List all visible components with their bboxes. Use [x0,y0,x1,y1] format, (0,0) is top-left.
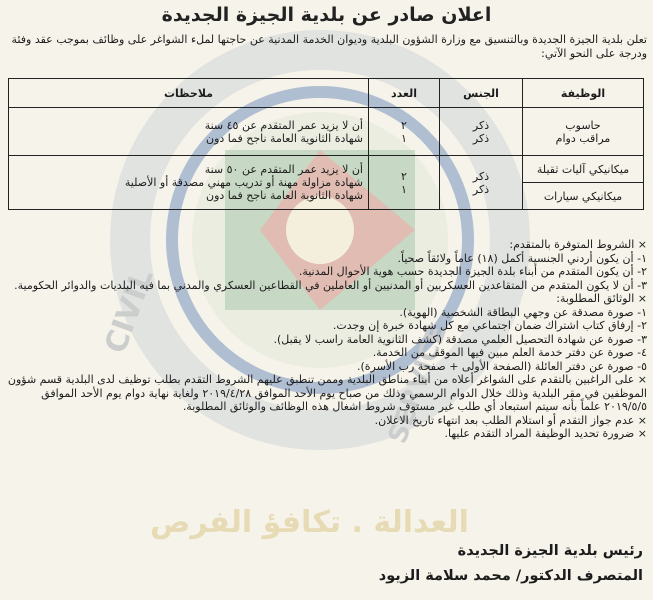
document-item: ٣- صورة عن شهادة التحصيل العلمي مصدقة (كشف الثانوية العامة راسب لا يقبل). [273,332,647,346]
gender-value: ذكر [472,131,490,145]
document-item: ٢- إرفاق كتاب اشتراك ضمان اجتماعي مع كل شهادة خبرة إن وجدت. [332,319,647,332]
note-line: شهادة الثانوية العامة ناجح فما دون [206,131,363,145]
page-title: اعلان صادر عن بلدية الجيزة الجديدة [161,4,492,26]
job-cell: ميكانيكي آليات ثقيلة [523,156,644,183]
gender-value: ذكر [472,118,490,132]
application-paragraph: × على الراغبين بالتقدم على الشواغر أعلاه من أبناء مناطق البلدية وممن تنطبق عليهم الشروط التقدم بطلب توظيف لدى البلدية قسم شؤون الموظفين في مقر البلدية وذلك خلال الدوام الرسمي وذلك من صباح يوم الأحد الموافق ٢٠١٩/٤/٢٨ ولغاية نهاية دوام يوم الأحد الموافق ٢٠١٩/٥/٥ علماً بأنه سيتم استبعاد أي طلب غير مستوف شروط اشغال هذه الوظائف والوثائق المطلوبة. [7,373,647,413]
job-title: مراقب دوام [555,131,611,145]
count-cell [369,156,440,210]
announcement-body [7,238,647,441]
count-cell [369,108,440,156]
job-title: حاسوب [565,118,601,132]
note-line: أن لا يزيد عمر المتقدم عن ٥٠ سنة [204,163,363,176]
job-cell [523,108,644,156]
table-row [9,108,644,156]
count-value: ٢ [401,169,407,183]
table-header-row [9,79,644,108]
note-line: شهادة مزاولة مهنة أو تدريب مهني مصدقة أو الأصلية [124,176,363,189]
job-cell: ميكانيكي سيارات [523,183,644,210]
note-line: أن لا يزيد عمر المتقدم عن ٤٥ سنة [204,118,363,132]
note-line: شهادة الثانوية العامة ناجح فما دون [206,189,363,202]
watermark-letters: CIVIL [98,264,161,358]
watermark-slogan: العدالة . تكافؤ الفرص [150,505,469,540]
gender-cell [440,108,523,156]
count-value: ١ [401,131,407,145]
count-value: ٢ [401,118,407,132]
document-item: ١- صورة مصدقة عن وجهي البطاقة الشخصية (الهوية). [399,305,647,319]
header-job: الوظيفة [523,79,644,108]
intro-paragraph: تعلن بلدية الجيزة الجديدة وبالتنسيق مع وزارة الشؤون البلدية وديوان الخدمة المدنية عن حاجتها لملء الشواغر على وظائف بموجب عقد وفئة ودرجة على النحو الآتي: [11,33,647,60]
notes-cell [9,108,369,156]
signature-name: المتصرف الدكتور/ محمد سلامة الزيود [378,568,643,584]
note-item: × عدم جواز التقدم أو استلام الطلب بعد انتهاء تاريخ الاعلان. [374,413,647,427]
gender-value: ذكر [472,182,490,196]
document-item: ٥- صورة عن دفتر العائلة (الصفحة الأولى + صفحة رب الأسرة). [356,359,647,373]
condition-item: ٢- أن يكون المتقدم من أبناء بلدة الجيزة الجديدة حسب هوية الأحوال المدنية. [298,265,647,278]
signature-title: رئيس بلدية الجيزة الجديدة [457,543,643,559]
header-gender: الجنس [440,79,523,108]
table-row [9,156,644,183]
notes-cell [9,156,369,210]
gender-cell [440,156,523,210]
header-notes: ملاحظات [9,79,369,108]
condition-item: ٣- أن لا يكون المتقدم من المتقاعدين العسكريين أو المدنيين أو العاملين في القطاعين العسكري والمدني بما فيه البلديات والدوائر الحكومية. [14,278,647,292]
document-item: ٤- صورة عن دفتر خدمة العلم مبين فيها الموقف من الخدمة. [372,346,647,359]
conditions-heading: × الشروط المتوفرة بالمتقدم: [509,238,647,251]
documents-heading: × الوثائق المطلوبة: [556,292,647,305]
count-value: ١ [401,182,407,196]
svg-text:SERVICE: SERVICE [382,321,454,448]
vacancies-table [8,78,644,210]
note-item: × ضرورة تحديد الوظيفة المراد التقدم عليها. [444,427,647,440]
condition-item: ١- أن يكون أردني الجنسية أكمل (١٨) عاماً ولائقاً صحياً. [397,251,647,265]
header-count: العدد [369,79,440,108]
gender-value: ذكر [472,169,490,183]
